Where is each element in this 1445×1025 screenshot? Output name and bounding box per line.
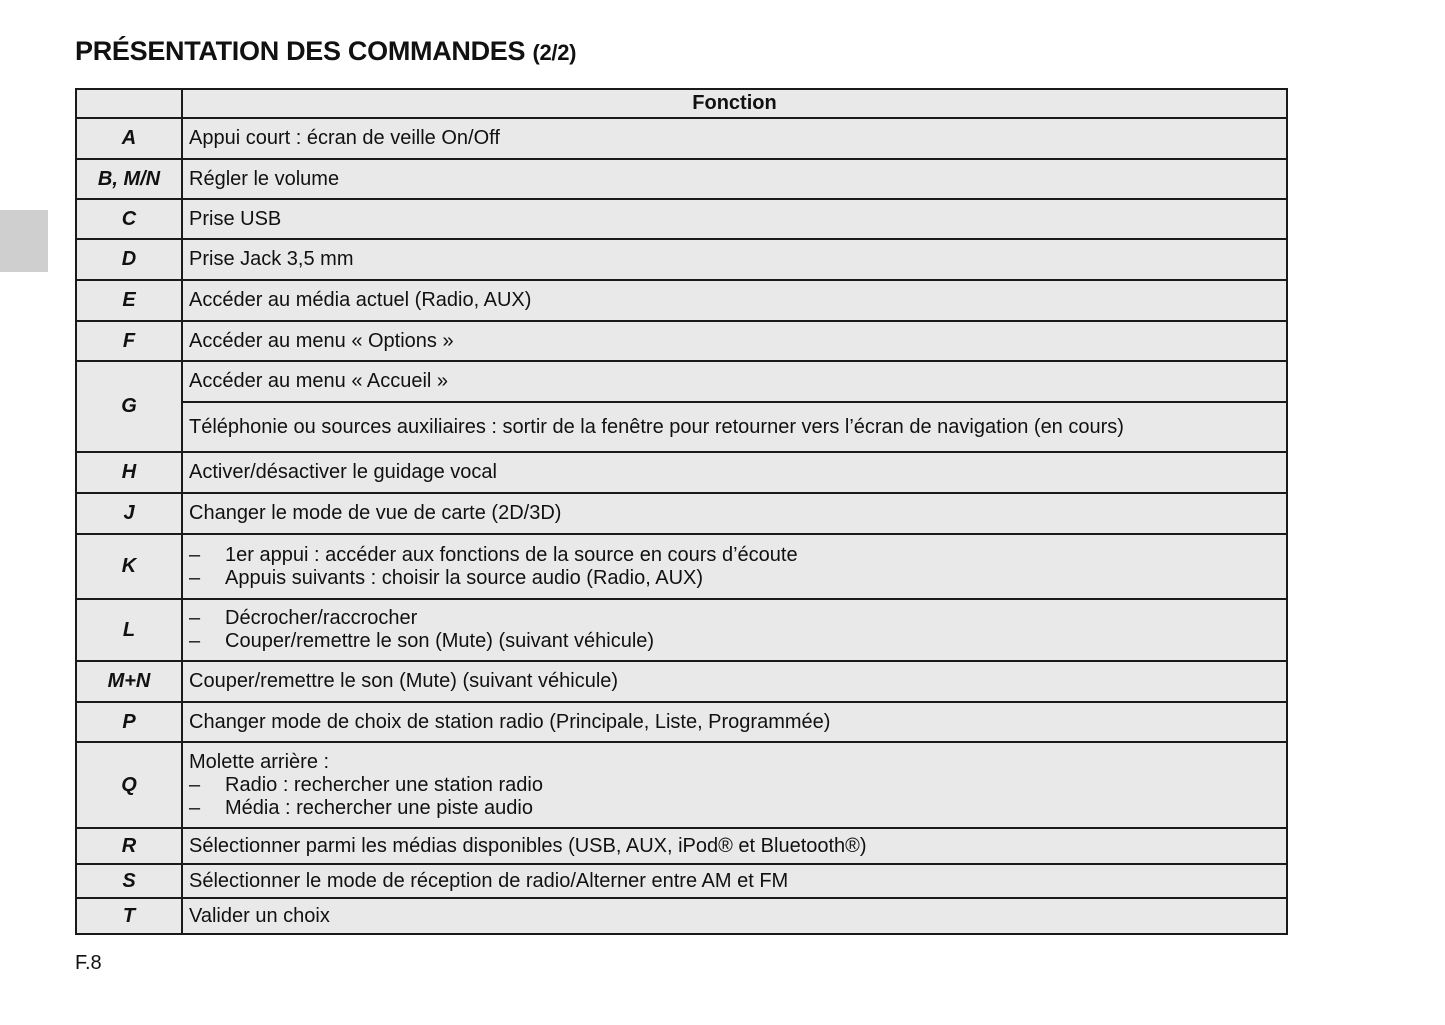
row-function-intro: Molette arrière : bbox=[189, 750, 330, 773]
bullet-item bbox=[189, 607, 1280, 630]
bullet-text: Décrocher/raccrocher bbox=[225, 607, 418, 629]
row-function-secondary: Téléphonie ou sources auxiliaires : sortir de la fenêtre pour retourner vers l’écran de navigation (en cours) bbox=[182, 402, 1287, 452]
table-row bbox=[76, 321, 1287, 361]
row-function bbox=[182, 742, 1287, 828]
row-function: Régler le volume bbox=[182, 159, 1287, 199]
row-function bbox=[182, 534, 1287, 599]
table-row bbox=[76, 661, 1287, 702]
row-key: L bbox=[76, 599, 182, 661]
row-function: Changer mode de choix de station radio (Principale, Liste, Programmée) bbox=[182, 702, 1287, 742]
row-function: Prise USB bbox=[182, 199, 1287, 239]
row-function: Accéder au média actuel (Radio, AUX) bbox=[182, 280, 1287, 321]
bullet-text: 1er appui : accéder aux fonctions de la source en cours d’écoute bbox=[225, 543, 798, 566]
row-function: Activer/désactiver le guidage vocal bbox=[182, 452, 1287, 493]
table-row bbox=[76, 402, 1287, 452]
table-row bbox=[76, 452, 1287, 493]
dash: – bbox=[189, 796, 201, 819]
table-row bbox=[76, 199, 1287, 239]
bullet-text: Couper/remettre le son (Mute) (suivant véhicule) bbox=[225, 630, 655, 652]
dash: – bbox=[189, 607, 201, 629]
row-function: Sélectionner le mode de réception de radio/Alterner entre AM et FM bbox=[182, 864, 1287, 898]
page-title bbox=[75, 36, 576, 67]
row-function: Couper/remettre le son (Mute) (suivant véhicule) bbox=[182, 661, 1287, 702]
table-row bbox=[76, 239, 1287, 280]
row-function: Appui court : écran de veille On/Off bbox=[182, 118, 1287, 159]
bullet-item bbox=[189, 774, 1280, 797]
dash: – bbox=[189, 773, 201, 796]
dash: – bbox=[189, 543, 201, 566]
bullet-text: Média : rechercher une piste audio bbox=[225, 796, 533, 819]
bullet-text: Radio : rechercher une station radio bbox=[225, 773, 543, 796]
row-key: T bbox=[76, 898, 182, 934]
bullet-item bbox=[189, 567, 1280, 590]
row-function: Changer le mode de vue de carte (2D/3D) bbox=[182, 493, 1287, 534]
row-key: J bbox=[76, 493, 182, 534]
row-key: S bbox=[76, 864, 182, 898]
row-key: E bbox=[76, 280, 182, 321]
table-row bbox=[76, 280, 1287, 321]
row-function: Accéder au menu « Accueil » bbox=[182, 361, 1287, 402]
dash: – bbox=[189, 566, 201, 589]
header-function: Fonction bbox=[182, 89, 1287, 118]
table-row bbox=[76, 118, 1287, 159]
row-key: P bbox=[76, 702, 182, 742]
title-suffix: (2/2) bbox=[532, 40, 577, 65]
row-key: A bbox=[76, 118, 182, 159]
table-row bbox=[76, 159, 1287, 199]
row-function: Valider un choix bbox=[182, 898, 1287, 934]
row-key: K bbox=[76, 534, 182, 599]
row-key: H bbox=[76, 452, 182, 493]
row-key: B, M/N bbox=[76, 159, 182, 199]
row-function: Accéder au menu « Options » bbox=[182, 321, 1287, 361]
table-row bbox=[76, 828, 1287, 864]
row-key: M+N bbox=[76, 661, 182, 702]
header-key bbox=[76, 89, 182, 118]
row-key: G bbox=[76, 361, 182, 452]
row-function: Sélectionner parmi les médias disponibles (USB, AUX, iPod® et Bluetooth®) bbox=[182, 828, 1287, 864]
bullet-text: Appuis suivants : choisir la source audio (Radio, AUX) bbox=[225, 566, 704, 589]
bullet-item bbox=[189, 797, 1280, 820]
table-row bbox=[76, 864, 1287, 898]
section-tab bbox=[0, 210, 48, 272]
row-key: F bbox=[76, 321, 182, 361]
bullet-item bbox=[189, 630, 1280, 653]
table-row bbox=[76, 898, 1287, 934]
row-key: C bbox=[76, 199, 182, 239]
page-number: F.8 bbox=[75, 952, 102, 974]
table-row bbox=[76, 742, 1287, 828]
table-header-row bbox=[76, 89, 1287, 118]
commands-table bbox=[75, 88, 1288, 935]
table-row bbox=[76, 702, 1287, 742]
table-row bbox=[76, 493, 1287, 534]
table-row bbox=[76, 534, 1287, 599]
row-key: D bbox=[76, 239, 182, 280]
dash: – bbox=[189, 630, 201, 652]
row-function: Prise Jack 3,5 mm bbox=[182, 239, 1287, 280]
bullet-item bbox=[189, 544, 1280, 567]
row-key: Q bbox=[76, 742, 182, 828]
title-text: PRÉSENTATION DES COMMANDES bbox=[75, 36, 526, 66]
row-key: R bbox=[76, 828, 182, 864]
row-function bbox=[182, 599, 1287, 661]
table-row bbox=[76, 361, 1287, 402]
table-row bbox=[76, 599, 1287, 661]
